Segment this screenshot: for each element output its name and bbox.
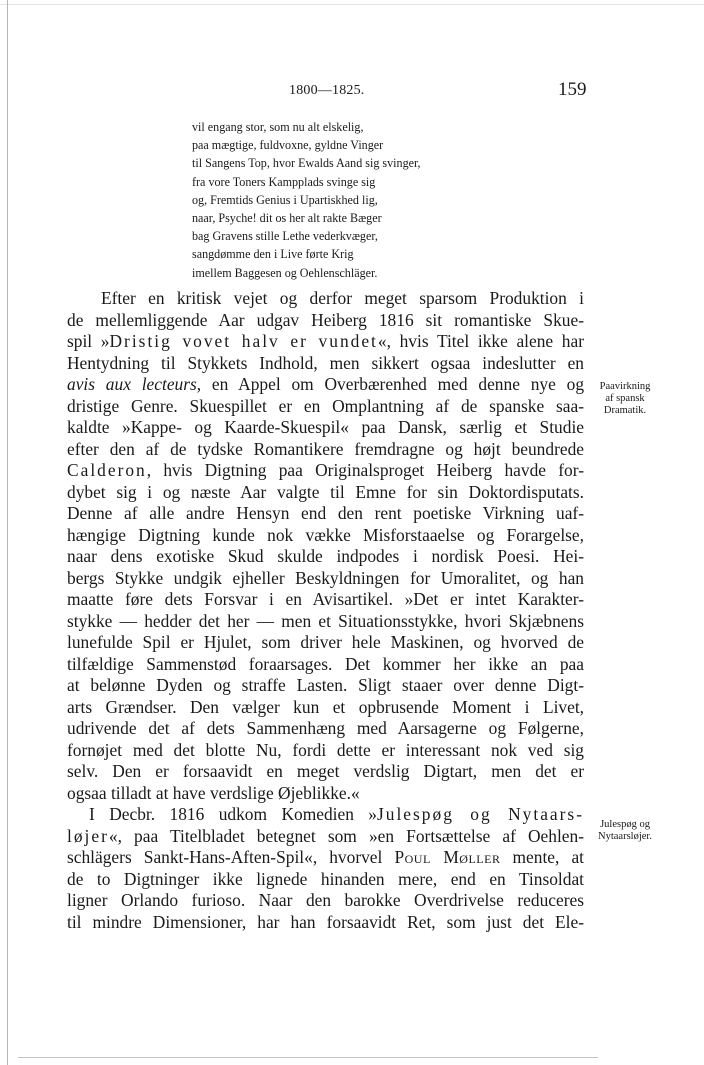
name-poul-moller: Poul Møller <box>394 847 501 867</box>
play-title-dristig: Dristig vovet halv er vundet <box>109 331 378 351</box>
text-line: de mellemliggende Aar udgav Heiberg 1816 sit romantiske Skue- <box>67 309 584 330</box>
text-line: maatte føre dets Forsvar i en Avisartikel. »Det er intet Karakter- <box>67 589 584 609</box>
text-line: Hentydning til Stykkets Indhold, men sikkert ogsaa indeslutter en <box>67 352 584 373</box>
text-line <box>67 460 584 482</box>
text-line: Efter en kritisk vejet og derfor meget sparsom Produktion i <box>101 288 584 308</box>
page-left-edge <box>7 0 8 1065</box>
page-number: 159 <box>558 79 587 100</box>
text-line <box>67 847 584 869</box>
poem-line: bag Gravens stille Lethe vederkvæger, <box>192 229 378 244</box>
page-top-edge <box>0 4 704 5</box>
poem-line: imellem Baggesen og Oehlenschläger. <box>192 265 378 280</box>
name-calderon: Calderon <box>67 460 147 480</box>
play-title-lojer: løjer <box>67 825 109 846</box>
text-line: Denne af alle andre Hensyn end den rent poetiske Virkning uaf- <box>67 503 584 523</box>
text-line: de to Digtninger ikke lignede hinanden mere, end en Tinsoldat <box>67 868 584 889</box>
text-line: naar dens exotiske Skud skulde indpodes i nordisk Poesi. Hei- <box>67 546 584 566</box>
poem-quote <box>192 118 421 282</box>
text-line: kaldte »Kappe- og Kaarde-Skuespil« paa Dansk, særlig et Studie <box>67 417 584 437</box>
poem-line: paa mægtige, fuldvoxne, gyldne Vinger <box>192 138 384 153</box>
text-line: til mindre Dimensioner, har han forsaavidt Ret, som just det Ele- <box>67 911 584 932</box>
text-segment: en Appel om Overbærenhed med denne nye og <box>201 374 585 394</box>
body-text <box>67 288 584 933</box>
text-segment: spil » <box>67 331 110 351</box>
page-bottom-edge <box>18 1057 598 1058</box>
text-line: arts Grændser. Den vælger kun et opbrusende Moment i Livet, <box>67 696 584 717</box>
text-line: selv. Den er forsaavidt en meget verdslig Digtart, men det er <box>67 761 584 781</box>
text-line: lunefulde Spil er Hjulet, som driver hele Maskinen, og hvorved de <box>67 632 584 652</box>
margin-note-line: Julespøg og <box>600 819 650 830</box>
poem-line: fra vore Toners Kampplads svinge sig <box>192 174 376 189</box>
margin-note-spanish-drama <box>592 381 658 417</box>
text-line: dybet sig i og næste Aar valgte til Emne for sin Doktordisputats. <box>67 481 584 502</box>
text-line: ligner Orlando furioso. Naar den barokke Overdrivelse reduceres <box>67 890 584 910</box>
play-title-julespog: Julespøg og Nytaars- <box>377 804 584 824</box>
text-segment: schlägers Sankt-Hans-Aften-Spil«, hvorvel <box>67 847 395 867</box>
margin-note-line: Paavirkning <box>599 381 651 392</box>
text-line: hængige Digtning kunde nok vække Misforstaaelse og Forargelse, <box>67 524 584 545</box>
text-segment: «, hvis Titel ikke alene har <box>377 331 585 351</box>
running-header <box>0 79 704 103</box>
margin-note-line: Nytaarsløjer. <box>598 831 652 842</box>
text-segment: «, paa Titelbladet betegnet som »en Fortsættelse af Oehlen- <box>108 825 584 846</box>
text-line: efter den af de tydske Romantikere fremdragne og højt beundrede <box>67 438 584 459</box>
text-line: ogsaa tilladt at have verdslige Øjeblikke.« <box>67 782 360 803</box>
poem-line: vil engang stor, som nu alt elskelig, <box>192 120 364 134</box>
text-line <box>67 374 584 396</box>
text-segment: I Decbr. 1816 udkom Komedien » <box>89 804 378 824</box>
poem-line: til Sangens Top, hvor Ewalds Aand sig svinger, <box>192 156 421 171</box>
text-line: bergs Stykke undgik ejheller Beskyldningen for Umoralitet, og han <box>67 567 584 588</box>
text-line: at belønne Dyden og straffe Lasten. Sligt staaer over denne Digt- <box>67 675 584 695</box>
poem-line: naar, Psyche! dit os her alt rakte Bæger <box>192 211 382 226</box>
italic-phrase: avis aux lecteurs, <box>67 374 202 394</box>
header-years: 1800—1825. <box>289 83 365 98</box>
text-segment: mente, at <box>500 847 584 867</box>
text-segment: , hvis Digtning paa Originalsproget Heiberg havde for- <box>146 460 584 480</box>
text-line <box>67 826 584 848</box>
margin-note-line: Dramatik. <box>603 405 647 416</box>
text-line: udrivende det af dets Sammenhæng med Aarsagerne og Følgerne, <box>67 718 584 738</box>
margin-note-line: af spansk <box>605 393 645 404</box>
poem-line: og, Fremtids Genius i Upartiskhed lig, <box>192 192 378 207</box>
text-line <box>67 331 584 353</box>
margin-note-julespog <box>591 819 659 843</box>
text-line <box>67 804 584 826</box>
text-line: stykke — hedder det her — men et Situationsstykke, hvori Skjæbnens <box>67 610 584 631</box>
text-line: fornøjet med det blotte Nu, fordi dette er interessant nok ved sig <box>67 739 584 760</box>
text-line: dristige Genre. Skuespillet er en Omplantning af de spanske saa- <box>67 395 584 416</box>
text-line: tilfældige Sammenstød foraarsages. Det kommer her ikke an paa <box>67 653 584 674</box>
poem-line: sangdømme den i Live førte Krig <box>192 247 354 262</box>
